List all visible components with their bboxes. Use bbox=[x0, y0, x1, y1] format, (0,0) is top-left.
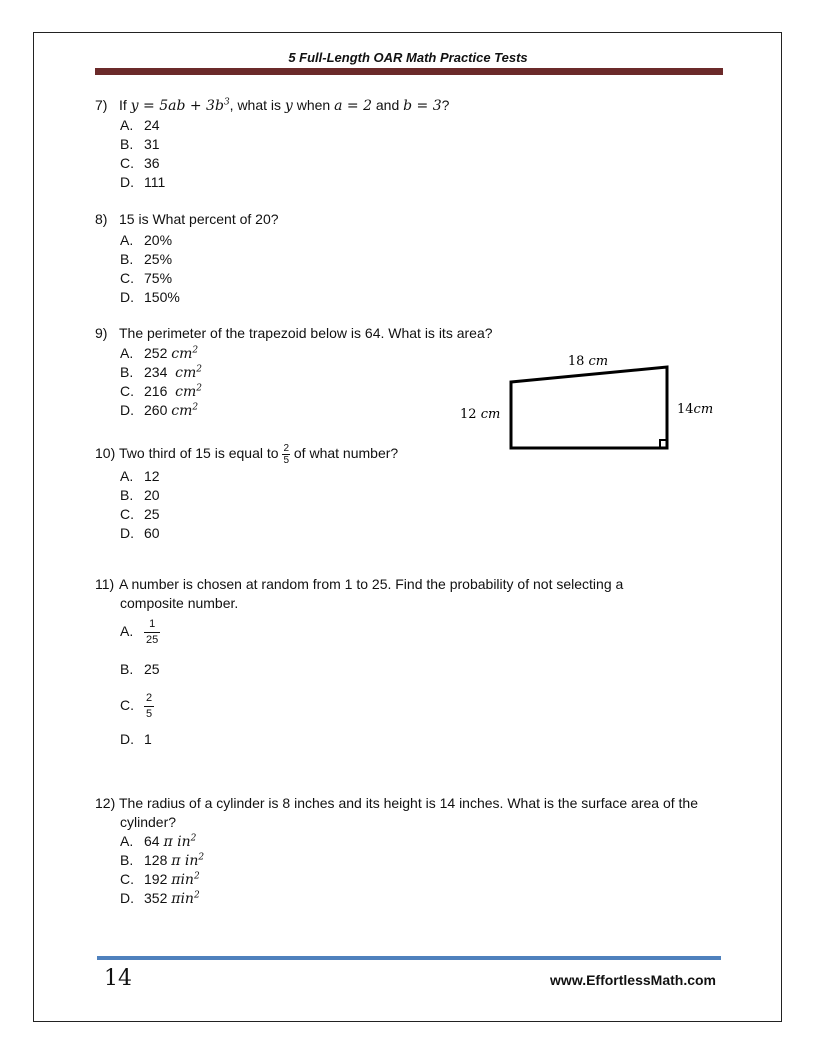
option-a[interactable]: A. 20% bbox=[120, 232, 173, 248]
trapezoid-shape bbox=[511, 367, 667, 448]
question-8 bbox=[95, 210, 279, 229]
option-d[interactable]: D. 1 bbox=[120, 731, 152, 747]
option-b[interactable]: B. 128 π $in^2$ bbox=[120, 852, 205, 869]
question-text-line1: A number is chosen at random from 1 to 25. Find the probability of not selecting a bbox=[119, 576, 624, 592]
option-c[interactable]: C. 25 bbox=[120, 506, 160, 522]
option-d[interactable]: D. 150% bbox=[120, 289, 180, 305]
option-a[interactable]: A. 252 $cm^2$ bbox=[120, 345, 199, 362]
question-9-options bbox=[120, 344, 202, 420]
trapezoid-diagram bbox=[455, 350, 730, 460]
question-text-line2: cylinder? bbox=[120, 814, 177, 830]
question-text: Two third of 15 is equal to $\frac{2}{5}$ of what number? bbox=[119, 443, 399, 466]
header-rule bbox=[95, 68, 723, 75]
option-b[interactable]: B. 234 $cm^2$ bbox=[120, 364, 202, 381]
question-8-options bbox=[120, 231, 180, 307]
option-d[interactable]: D. 60 bbox=[120, 525, 160, 541]
option-b[interactable]: B. 25% bbox=[120, 251, 173, 267]
question-text: The perimeter of the trapezoid below is 64. What is its area? bbox=[119, 325, 493, 341]
page-number: 14 bbox=[104, 966, 132, 991]
option-c[interactable]: C. $\frac{2}{5}$ bbox=[120, 691, 153, 720]
question-number: 11) bbox=[95, 576, 115, 592]
question-7-options bbox=[120, 116, 165, 192]
option-a[interactable]: A. 64 π $in^2$ bbox=[120, 833, 197, 850]
question-10 bbox=[95, 443, 398, 466]
right-side-label: 14cm bbox=[677, 402, 714, 417]
question-text: 15 is What percent of 20? bbox=[119, 211, 279, 227]
question-text-line1: The radius of a cylinder is 8 inches and its height is 14 inches. What is the surface area of the bbox=[119, 795, 698, 811]
option-b[interactable]: B. 31 bbox=[120, 136, 160, 152]
question-12 bbox=[95, 794, 698, 832]
option-c[interactable]: C. 75% bbox=[120, 270, 173, 286]
question-11-options bbox=[120, 613, 160, 754]
website-link[interactable]: www.EffortlessMath.com bbox=[550, 972, 716, 988]
question-number: 9) bbox=[95, 325, 108, 341]
question-10-options bbox=[120, 467, 160, 543]
option-c[interactable]: C. 216 $cm^2$ bbox=[120, 383, 202, 400]
left-side-label: 12 cm bbox=[460, 407, 501, 422]
question-number: 10) bbox=[95, 445, 116, 462]
option-d[interactable]: D. 111 bbox=[120, 174, 166, 190]
option-c[interactable]: C. 192 πin$^2$ bbox=[120, 871, 200, 888]
question-text: If $y = 5ab + 3b^3$, what is y when a = 2 and b = 3? bbox=[119, 97, 450, 114]
question-7 bbox=[95, 96, 449, 116]
question-number: 12) bbox=[95, 795, 116, 811]
question-11 bbox=[95, 575, 623, 613]
question-number: 8) bbox=[95, 211, 108, 227]
fraction: $\frac{2}{5}$ bbox=[146, 691, 153, 720]
question-9 bbox=[95, 324, 493, 343]
fraction: $\frac{1}{25}$ bbox=[146, 617, 159, 646]
fraction: $\frac{2}{5}$ bbox=[283, 443, 289, 466]
footer-rule bbox=[97, 956, 721, 960]
option-a[interactable]: A. 24 bbox=[120, 117, 160, 133]
option-c[interactable]: C. 36 bbox=[120, 155, 160, 171]
option-d[interactable]: D. 260 $cm^2$ bbox=[120, 402, 199, 419]
option-b[interactable]: B. 20 bbox=[120, 487, 160, 503]
question-number: 7) bbox=[95, 97, 108, 113]
page-header-title: 5 Full-Length OAR Math Practice Tests bbox=[288, 50, 528, 65]
top-side-label: 18 cm bbox=[567, 354, 609, 369]
question-12-options bbox=[120, 832, 204, 908]
option-a[interactable]: A. $\frac{1}{25}$ bbox=[120, 617, 159, 646]
question-text-line2: composite number. bbox=[120, 595, 239, 611]
option-b[interactable]: B. 25 bbox=[120, 661, 160, 677]
option-d[interactable]: D. 352 πin$^2$ bbox=[120, 890, 200, 907]
option-a[interactable]: A. 12 bbox=[120, 468, 160, 484]
